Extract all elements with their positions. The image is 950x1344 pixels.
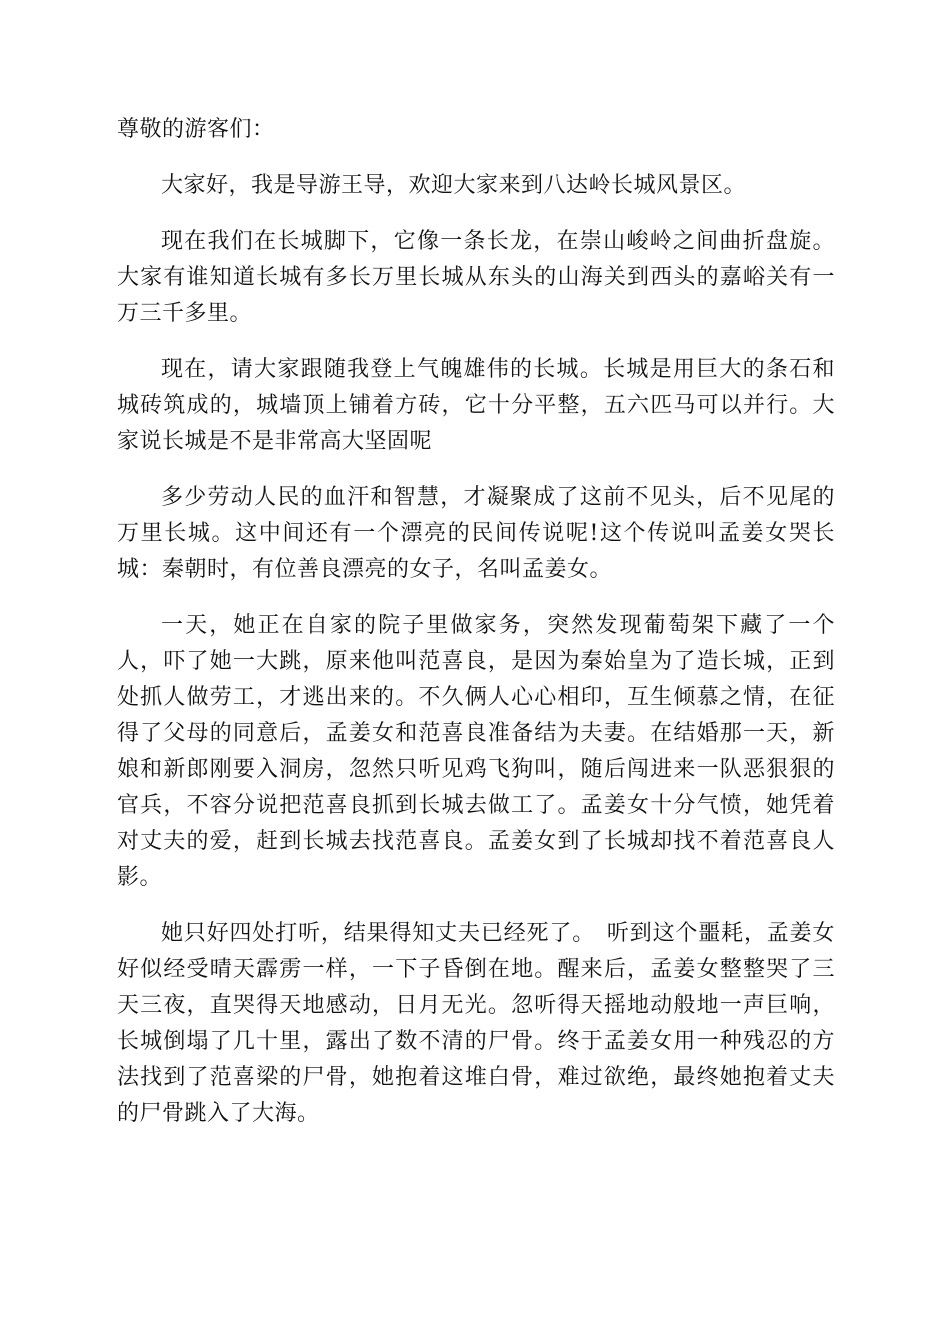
paragraph-legend-story: 一天，她正在自家的院子里做家务，突然发现葡萄架下藏了一个人，吓了她一大跳，原来他叫范喜良，是因为秦始皇为了造长城，正到处抓人做劳工，才逃出来的。不久俩人心心相印，互生倾慕之情，在征得了父母的同意后，孟姜女和范喜良准备结为夫妻。在结婚那一天，新娘和新郎刚要入洞房，忽然只听见鸡飞狗叫，随后闯进来一队恶狠狠的官兵，不容分说把范喜良抓到长城去做工了。孟姜女十分气愤，她凭着对丈夫的爱，赶到长城去找范喜良。孟姜女到了长城却找不着范喜良人影。 [117, 613, 835, 890]
paragraph-legend-intro: 多少劳动人民的血汗和智慧，才凝聚成了这前不见头，后不见尾的万里长城。这中间还有一个漂亮的民间传说呢!这个传说叫孟姜女哭长城：秦朝时，有位善良漂亮的女子，名叫孟姜女。 [117, 485, 835, 582]
paragraph-legend-ending: 她只好四处打听，结果得知丈夫已经死了。 听到这个噩耗，孟姜女好似经受晴天霹雳一样，一下子昏倒在地。醒来后，孟姜女整整哭了三天三夜，直哭得天地感动，日月无光。忽听得天摇地动般地一声巨响，长城倒塌了几十里，露出了数不清的尸骨。终于孟姜女用一种残忍的方法找到了范喜梁的尸骨，她抱着这堆白骨，难过欲绝，最终她抱着丈夫的尸骨跳入了大海。 [117, 921, 835, 1126]
salutation: 尊敬的游客们： [117, 117, 275, 142]
paragraph-great-wall-length: 现在我们在长城脚下，它像一条长龙，在崇山峻岭之间曲折盘旋。大家有谁知道长城有多长万里长城从东头的山海关到西头的嘉峪关有一万三千多里。 [117, 229, 835, 326]
paragraph-climb-wall: 现在，请大家跟随我登上气魄雄伟的长城。长城是用巨大的条石和城砖筑成的，城墙顶上铺着方砖，它十分平整，五六匹马可以并行。大家说长城是不是非常高大坚固呢 [117, 357, 835, 454]
document-page [117, 112, 835, 1152]
paragraph-welcome: 大家好，我是导游王导，欢迎大家来到八达岭长城风景区。 [161, 173, 747, 198]
